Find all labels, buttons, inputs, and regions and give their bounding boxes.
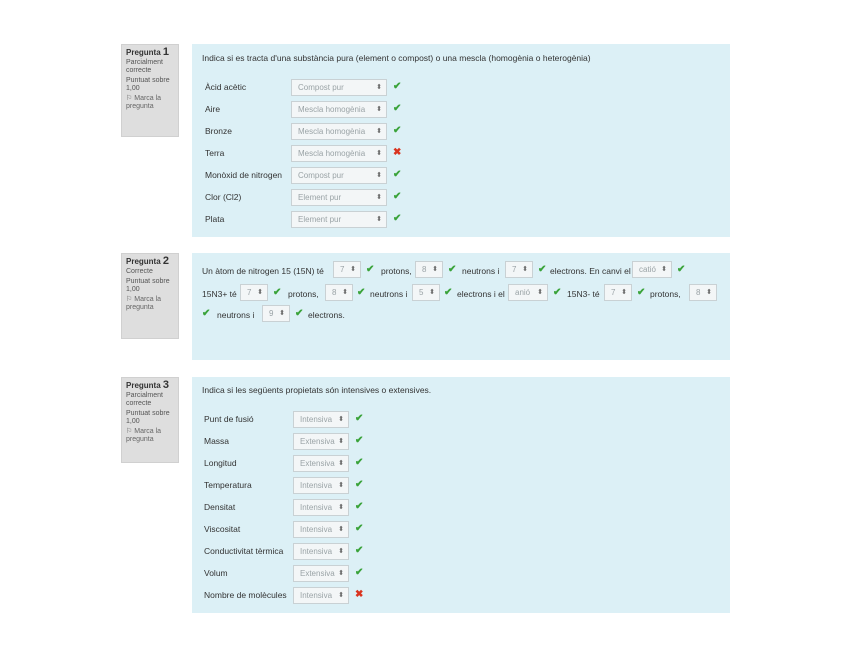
row-label: Bronze — [205, 126, 232, 136]
q2-select-protons-2[interactable]: 7 ⬍ — [240, 284, 268, 301]
chevron-updown-icon: ⬍ — [338, 504, 344, 511]
question-label: Pregunta — [126, 381, 161, 390]
check-icon: ✔ — [448, 264, 457, 275]
q2-text-6: protons, — [288, 289, 319, 299]
check-icon: ✔ — [393, 191, 402, 202]
chevron-updown-icon: ⬍ — [338, 548, 344, 555]
chevron-updown-icon: ⬍ — [338, 482, 344, 489]
chevron-updown-icon: ⬍ — [338, 592, 344, 599]
question-status: Correcte — [126, 268, 153, 275]
row-label: Punt de fusió — [204, 414, 254, 424]
check-icon: ✔ — [355, 523, 364, 534]
q2-text-10: protons, — [650, 289, 681, 299]
question-number: 3 — [162, 379, 170, 391]
row-label: Volum — [204, 568, 228, 578]
q2-select-neutrons[interactable]: 8 ⬍ — [415, 261, 443, 278]
chevron-updown-icon: ⬍ — [338, 438, 344, 445]
check-icon: ✔ — [355, 501, 364, 512]
check-icon: ✔ — [538, 264, 547, 275]
answer-select[interactable]: Intensiva ⬍ — [293, 499, 349, 516]
flag-question-link[interactable] — [126, 428, 174, 444]
q2-select-neutrons-2[interactable]: 8 ⬍ — [325, 284, 353, 301]
answer-select[interactable]: Intensiva ⬍ — [293, 543, 349, 560]
q2-select-ion-type-2[interactable]: anió ⬍ — [508, 284, 548, 301]
check-icon: ✔ — [677, 264, 686, 275]
row-label: Longitud — [204, 458, 237, 468]
row-label: Massa — [204, 436, 230, 446]
chevron-updown-icon: ⬍ — [376, 84, 382, 91]
flag-icon: ⚐ — [126, 95, 133, 102]
question-label: Pregunta — [126, 48, 161, 57]
check-icon: ✔ — [295, 308, 304, 319]
question-number: 1 — [162, 46, 170, 58]
check-icon: ✔ — [393, 125, 402, 136]
q2-select-protons[interactable]: 7 ⬍ — [333, 261, 361, 278]
question-text: Indica si les següents propietats són intensives o extensives. — [202, 385, 432, 395]
answer-select[interactable]: Compost pur ⬍ — [291, 79, 387, 96]
check-icon: ✔ — [202, 308, 211, 319]
question-panel-3 — [192, 377, 730, 613]
answer-select[interactable]: Intensiva ⬍ — [293, 587, 349, 604]
answer-select[interactable]: Extensiva ⬍ — [293, 433, 349, 450]
chevron-updown-icon: ⬍ — [376, 128, 382, 135]
row-label: Clor (Cl2) — [205, 192, 242, 202]
q2-select-protons-3[interactable]: 7 ⬍ — [604, 284, 632, 301]
answer-select[interactable]: Extensiva ⬍ — [293, 565, 349, 582]
check-icon: ✔ — [444, 287, 453, 298]
chevron-updown-icon: ⬍ — [376, 106, 382, 113]
check-icon: ✔ — [393, 81, 402, 92]
chevron-updown-icon: ⬍ — [338, 526, 344, 533]
chevron-updown-icon: ⬍ — [376, 150, 382, 157]
check-icon: ✔ — [393, 103, 402, 114]
answer-select[interactable]: Extensiva ⬍ — [293, 455, 349, 472]
flag-label: Marca la pregunta — [126, 296, 162, 311]
row-label: Conductivitat tèrmica — [204, 546, 284, 556]
q2-text-8: electrons i el — [457, 289, 505, 299]
q2-text-4: electrons. En canvi el — [550, 266, 631, 276]
q2-select-electrons-2[interactable]: 5 ⬍ — [412, 284, 440, 301]
question-score: Puntuat sobre 1,00 — [126, 410, 170, 425]
answer-select[interactable]: Element pur ⬍ — [291, 189, 387, 206]
q2-text-7: neutrons i — [370, 289, 408, 299]
row-label: Terra — [205, 148, 225, 158]
answer-select[interactable]: Intensiva ⬍ — [293, 411, 349, 428]
answer-select[interactable]: Element pur ⬍ — [291, 211, 387, 228]
row-label: Nombre de molècules — [204, 590, 287, 600]
check-icon: ✔ — [355, 435, 364, 446]
check-icon: ✔ — [355, 567, 364, 578]
answer-select[interactable]: Mescla homogènia ⬍ — [291, 145, 387, 162]
flag-question-link[interactable] — [126, 296, 174, 312]
check-icon: ✔ — [393, 213, 402, 224]
flag-icon: ⚐ — [126, 296, 133, 303]
flag-label: Marca la pregunta — [126, 428, 162, 443]
row-label: Densitat — [204, 502, 236, 512]
cross-icon: ✖ — [355, 589, 364, 600]
question-label: Pregunta — [126, 257, 161, 266]
row-label: Viscositat — [204, 524, 241, 534]
check-icon: ✔ — [553, 287, 562, 298]
row-label: Aire — [205, 104, 221, 114]
check-icon: ✔ — [393, 169, 402, 180]
chevron-updown-icon: ⬍ — [338, 460, 344, 467]
check-icon: ✔ — [355, 479, 364, 490]
q2-text-9: 15N3- té — [567, 289, 600, 299]
answer-select[interactable]: Mescla homogènia ⬍ — [291, 123, 387, 140]
q2-select-neutrons-3[interactable]: 8 ⬍ — [689, 284, 717, 301]
chevron-updown-icon: ⬍ — [338, 570, 344, 577]
q2-select-electrons[interactable]: 7 ⬍ — [505, 261, 533, 278]
check-icon: ✔ — [355, 545, 364, 556]
cross-icon: ✖ — [393, 147, 402, 158]
flag-label: Marca la pregunta — [126, 95, 162, 110]
flag-icon: ⚐ — [126, 428, 133, 435]
check-icon: ✔ — [366, 264, 375, 275]
check-icon: ✔ — [355, 457, 364, 468]
q2-text-2: protons, — [381, 266, 412, 276]
q2-text-12: electrons. — [308, 310, 345, 320]
answer-select[interactable]: Mescla homogènia ⬍ — [291, 101, 387, 118]
check-icon: ✔ — [273, 287, 282, 298]
question-info-1 — [121, 44, 179, 137]
chevron-updown-icon: ⬍ — [376, 194, 382, 201]
question-panel-1 — [192, 44, 730, 237]
q2-text-5: 15N3+ té — [202, 289, 237, 299]
answer-select[interactable]: Intensiva ⬍ — [293, 477, 349, 494]
row-label: Temperatura — [204, 480, 252, 490]
question-status: Parcialment correcte — [126, 392, 163, 407]
answer-select[interactable]: Intensiva ⬍ — [293, 521, 349, 538]
row-label: Monòxid de nitrogen — [205, 170, 283, 180]
answer-select[interactable]: Compost pur ⬍ — [291, 167, 387, 184]
flag-question-link[interactable] — [126, 95, 174, 111]
question-info-3 — [121, 377, 179, 463]
q2-select-electrons-3[interactable]: 9 ⬍ — [262, 305, 290, 322]
row-label: Àcid acètic — [205, 82, 247, 92]
chevron-updown-icon: ⬍ — [376, 216, 382, 223]
question-status: Parcialment correcte — [126, 59, 163, 74]
row-label: Plata — [205, 214, 225, 224]
question-score: Puntuat sobre 1,00 — [126, 278, 170, 293]
check-icon: ✔ — [637, 287, 646, 298]
question-info-2 — [121, 253, 179, 339]
q2-text-11: neutrons i — [217, 310, 255, 320]
question-number: 2 — [162, 255, 170, 267]
question-score: Puntuat sobre 1,00 — [126, 77, 170, 92]
check-icon: ✔ — [357, 287, 366, 298]
q2-select-ion-type[interactable]: catió ⬍ — [632, 261, 672, 278]
q2-text-1: Un àtom de nitrogen 15 (15N) té — [202, 266, 324, 276]
question-text: Indica si es tracta d'una substància pura (element o compost) o una mescla (homogènia o heterogènia) — [202, 53, 591, 63]
chevron-updown-icon: ⬍ — [376, 172, 382, 179]
check-icon: ✔ — [355, 413, 364, 424]
chevron-updown-icon: ⬍ — [338, 416, 344, 423]
q2-text-3: neutrons i — [462, 266, 500, 276]
